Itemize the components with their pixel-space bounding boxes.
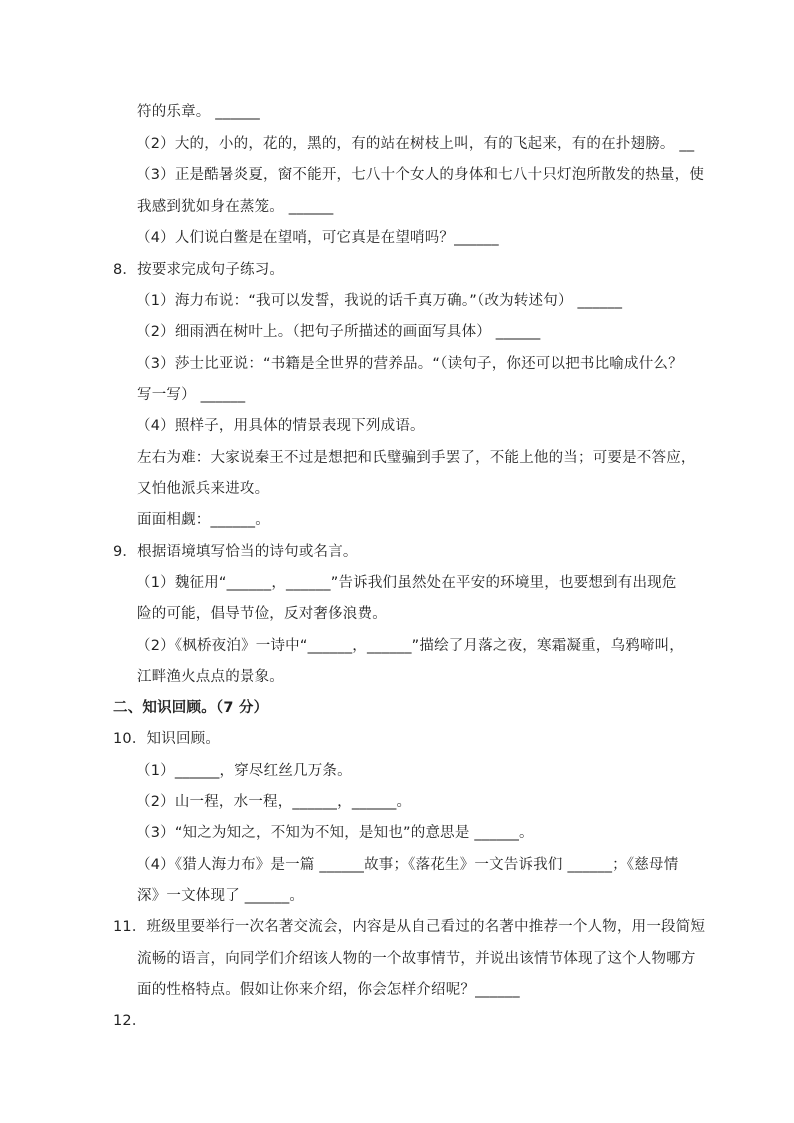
q11-line-1: 11．班级里要举行一次名著交流会，内容是从自己看过的名著中推荐一个人物，用一段简短 (113, 919, 706, 935)
q7-item-4: （4）人们说白鳖是在望哨，可它真是在望哨吗？______ (136, 230, 499, 246)
q10-item-3: （3）“知之为知之，不知为不知，是知也”的意思是 ______。 (136, 825, 534, 841)
q8-example-line-2: 又怕他派兵来进攻。 (137, 481, 270, 497)
q9-item-1-line-1: （1）魏征用“______，______”告诉我们虽然处在平安的环境里，也要想到有出现危 (136, 575, 677, 591)
q10-item-1: （1）______，穿尽红丝几万条。 (136, 763, 352, 779)
q8-title: 8．按要求完成句子练习。 (113, 262, 285, 278)
q7-item-3-line-1: （3）正是酷暑炎夏，窗不能开，七八十个女人的身体和七八十只灯泡所散发的热量，使 (136, 167, 705, 183)
q8-item-2: （2）细雨洒在树叶上。（把句子所描述的画面写具体） ______ (136, 324, 541, 340)
q8-item-4: （4）照样子，用具体的情景表现下列成语。 (136, 418, 425, 434)
q7-item-3-line-2: 我感到犹如身在蒸笼。 ______ (137, 199, 334, 215)
q8-idiom-blank: 面面相觑：______。 (137, 512, 270, 528)
q8-item-3-line-1: （3）莎士比亚说：“书籍是全世界的营养品。“（读句子，你还可以把书比喻成什么？ (136, 356, 683, 372)
section-2-heading: 二、知识回顾。（7 分） (113, 700, 269, 716)
q8-item-3-line-2: 写一写） ______ (137, 387, 246, 403)
q9-item-2-line-2: 江畔渔火点点的景象。 (137, 669, 284, 685)
q11-line-3: 面的性格特点。假如让你来介绍，你会怎样介绍呢？______ (137, 982, 520, 998)
q9-title: 9．根据语境填写恰当的诗句或名言。 (113, 544, 358, 560)
q10-item-2: （2）山一程，水一程，______，______。 (136, 794, 412, 810)
q9-item-1-line-2: 险的可能，倡导节俭，反对奢侈浪费。 (137, 606, 387, 622)
q12-title: 12． (113, 1013, 147, 1029)
q8-example-line-1: 左右为难：大家说秦王不过是想把和氏璧骗到手罢了，不能上他的当；可要是不答应， (137, 450, 696, 466)
q7-continuation-line: 符的乐章。 ______ (137, 104, 261, 120)
q10-item-4-line-2: 深》一文体现了 ______。 (137, 888, 305, 904)
q7-item-2: （2）大的，小的，花的，黑的，有的站在树枝上叫，有的飞起来，有的在扑翅膀。 __ (136, 136, 695, 152)
q10-title: 10．知识回顾。 (113, 731, 221, 747)
q9-item-2-line-1: （2）《枫桥夜泊》一诗中“______，______”描绘了月落之夜，寒霜凝重，乌鸦啼叫， (136, 638, 684, 654)
q10-item-4-line-1: （4）《猎人海力布》是一篇 ______故事；《落花生》一文告诉我们 ______；《慈母情 (136, 857, 679, 873)
q8-item-1: （1）海力布说：“我可以发誓，我说的话千真万确。”（改为转述句） ______ (136, 293, 623, 309)
q11-line-2: 流畅的语言，向同学们介绍该人物的一个故事情节，并说出该情节体现了这个人物哪方 (137, 951, 696, 967)
